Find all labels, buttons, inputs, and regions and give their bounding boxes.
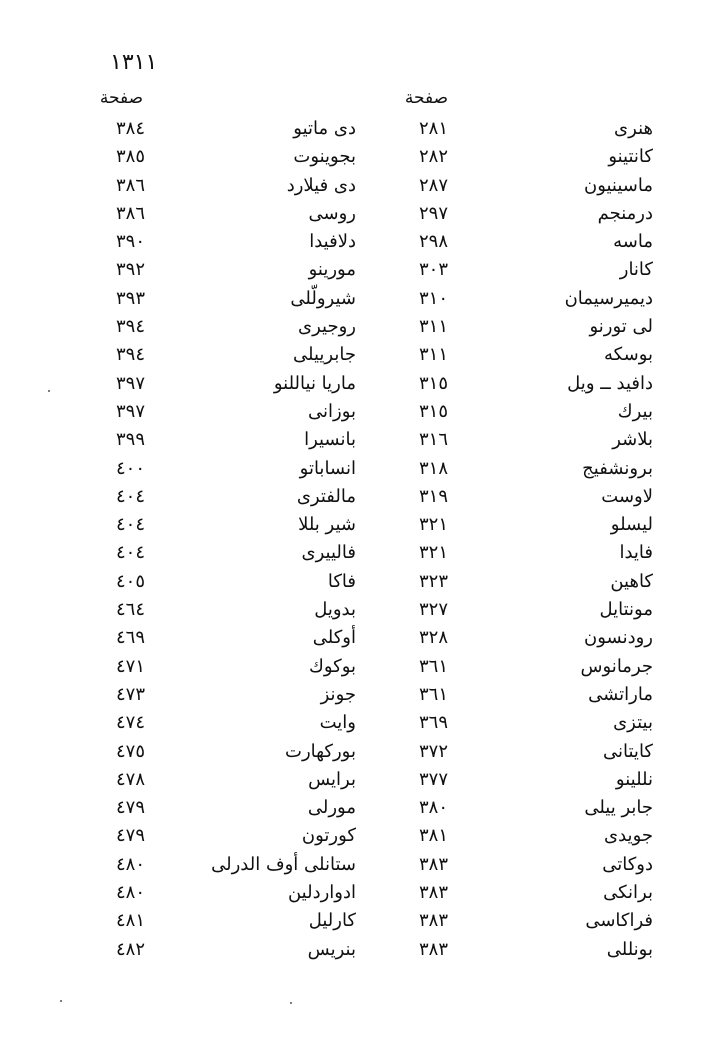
left-entry-page: ٤٧٨ [115,768,145,790]
left-entry-page: ٣٩٠ [115,231,145,253]
right-entry-name: دوکاتی [602,853,653,875]
right-entry-name: نللینو [615,768,653,790]
right-entry-page: ٣٢٨ [418,627,448,649]
index-row [0,316,713,344]
index-row [0,259,713,287]
right-entry-page: ٣٨١ [418,825,448,847]
left-entry-page: ٤٧٩ [115,797,145,819]
right-entry-name: کانار [619,259,653,281]
right-entry-page: ٢٩٧ [418,202,448,224]
left-entry-page: ٣٨٥ [115,146,145,168]
index-row [0,854,713,882]
index-row [0,599,713,627]
left-entry-name: روجیری [298,316,356,338]
left-entry-name: مورینو [308,259,356,281]
left-entry-page: ٤٧٤ [115,712,145,734]
right-entry-page: ٢٨١ [418,118,448,139]
left-entry-name: دی فیلارد [286,174,356,196]
index-row [0,910,713,938]
right-entry-page: ٢٨٢ [418,146,448,168]
left-entry-name: أوکلی [312,627,356,649]
left-entry-page: ٤٨٢ [115,938,145,960]
right-entry-name: دیمیرسیمان [564,287,653,309]
left-entry-page: ٤٨٠ [115,853,145,875]
right-entry-name: کاهین [610,570,653,592]
left-entry-name: بجوینوت [293,146,356,168]
right-entry-page: ٣٦١ [418,683,448,705]
right-entry-name: فراکاسی [585,910,653,932]
right-entry-page: ٣٢٣ [418,570,448,592]
right-entry-name: لیسلو [610,514,653,536]
right-entry-name: بلاشر [612,429,653,451]
right-entry-page: ٣٢١ [418,542,448,564]
index-row [0,939,713,967]
left-entry-name: کورتون [301,825,356,847]
right-entry-name: جویدی [604,825,653,847]
left-entry-page: ٤٠٤ [115,542,145,564]
index-row [0,542,713,570]
right-entry-page: ٣٨٠ [418,797,448,819]
left-entry-page: ٤٧٩ [115,825,145,847]
index-row [0,712,713,740]
left-entry-name: انساباتو [299,457,356,479]
left-entry-page: ٤٨٠ [115,882,145,904]
index-row [0,627,713,655]
index-row [0,118,713,146]
right-entry-name: بوسکه [604,344,653,366]
left-entry-page: ٤٦٩ [115,627,145,649]
left-entry-name: مالفتری [296,485,356,507]
scan-speck [48,390,50,392]
scan-speck [290,1002,292,1004]
left-entry-name: ادواردلین [287,882,356,904]
right-entry-name: بونللی [606,938,653,960]
right-entry-name: برونشفیج [582,457,653,479]
index-row [0,825,713,853]
left-entry-page: ٤٧١ [115,655,145,677]
right-column-page-header: صفحة [404,88,448,108]
left-entry-name: مورلی [307,797,356,819]
right-entry-name: لی تورنو [589,316,653,338]
left-entry-page: ٣٩٢ [115,259,145,281]
index-row [0,486,713,514]
right-entry-page: ٣٨٣ [418,938,448,960]
right-entry-page: ٣١٥ [418,372,448,394]
left-entry-name: جونز [320,683,356,705]
left-entry-name: برایس [308,768,356,790]
right-entry-name: مونتایل [599,599,653,621]
right-entry-page: ٣١٩ [418,485,448,507]
left-entry-name: فاکا [327,570,356,592]
index-row [0,882,713,910]
left-entry-name: فالییری [301,542,356,564]
right-entry-name: کایتانی [603,740,653,762]
left-entry-page: ٣٩٤ [115,344,145,366]
left-column-page-header: صفحة [99,88,143,108]
right-entry-page: ٣٨٣ [418,910,448,932]
left-entry-page: ٤٠٠ [115,457,145,479]
right-entry-name: جرمانوس [580,655,653,677]
index-row [0,429,713,457]
left-entry-name: شیر بللا [298,514,356,536]
right-entry-page: ٢٨٧ [418,174,448,196]
index-row [0,288,713,316]
index-row [0,401,713,429]
index-row [0,344,713,372]
left-entry-name: بورکهارت [285,740,356,762]
left-entry-name: کارلیل [308,910,356,932]
right-entry-name: ماسه [613,231,653,253]
right-entry-page: ٣١١ [418,344,448,366]
right-entry-page: ٣٢٧ [418,599,448,621]
left-entry-page: ٤٧٣ [115,683,145,705]
left-entry-page: ٣٩٧ [115,372,145,394]
left-entry-name: بانسیرا [304,429,356,451]
left-entry-name: بوکوك [308,655,356,677]
left-entry-page: ٤٠٤ [115,485,145,507]
left-entry-name: روسی [308,202,356,224]
left-entry-name: دی ماتیو [293,118,356,139]
left-entry-name: ماریا نیاللنو [273,372,356,394]
index-row [0,175,713,203]
left-entry-name: جابرییلی [293,344,356,366]
right-entry-name: رودنسون [584,627,653,649]
right-entry-name: ماراتشی [588,683,653,705]
right-entry-name: برانکی [603,882,653,904]
right-entry-page: ٣١١ [418,316,448,338]
left-entry-page: ٤٦٤ [115,599,145,621]
left-entry-page: ٤٧٥ [115,740,145,762]
right-entry-page: ٣٢١ [418,514,448,536]
index-row [0,458,713,486]
right-entry-name: درمنجم [597,202,653,224]
index-row [0,203,713,231]
left-entry-name: وایت [319,712,356,734]
left-entry-name: بوزانی [307,400,356,422]
index-row [0,684,713,712]
left-entry-page: ٣٩٧ [115,400,145,422]
left-entry-name: بنریس [307,938,356,960]
left-entry-page: ٣٨٤ [115,118,145,139]
right-entry-name: بیتزی [613,712,653,734]
right-entry-page: ٣١٥ [418,400,448,422]
right-entry-page: ٣١٦ [418,429,448,451]
right-entry-page: ٣٧٢ [418,740,448,762]
scan-speck [60,1000,62,1002]
right-entry-name: کانتینو [608,146,653,168]
left-entry-page: ٣٩٣ [115,287,145,309]
left-entry-page: ٤٠٤ [115,514,145,536]
left-entry-name: بدویل [314,599,356,621]
right-entry-page: ٣١٠ [418,287,448,309]
index-row [0,571,713,599]
page-number: ١٣١١ [110,50,158,75]
right-entry-name: لاوست [601,485,653,507]
index-row [0,231,713,259]
right-entry-page: ٣٨٣ [418,882,448,904]
index-row [0,373,713,401]
right-entry-name: دافید ــ ویل [567,372,653,394]
right-entry-page: ٣١٨ [418,457,448,479]
index-row [0,146,713,174]
right-entry-name: هنری [614,118,653,139]
right-entry-page: ٣٦٩ [418,712,448,734]
index-row [0,797,713,825]
right-entry-page: ٣٨٣ [418,853,448,875]
right-entry-page: ٢٩٨ [418,231,448,253]
right-entry-page: ٣٠٣ [418,259,448,281]
right-entry-name: ماسینیون [583,174,653,196]
left-entry-page: ٤٠٥ [115,570,145,592]
left-entry-page: ٣٨٦ [115,174,145,196]
index-row [0,741,713,769]
index-row [0,769,713,797]
left-entry-page: ٤٨١ [115,910,145,932]
left-entry-name: دلافیدا [309,231,356,253]
right-entry-name: فایدا [619,542,653,564]
right-entry-page: ٣٦١ [418,655,448,677]
right-entry-page: ٣٧٧ [418,768,448,790]
left-entry-page: ٣٩٩ [115,429,145,451]
left-entry-name: ستانلی أوف الدرلی [211,853,356,875]
index-row [0,656,713,684]
left-entry-name: شیرولّلی [290,287,356,309]
index-list [0,118,713,967]
index-row [0,514,713,542]
left-entry-page: ٣٨٦ [115,202,145,224]
right-entry-name: بیرك [617,400,653,422]
left-entry-page: ٣٩٤ [115,316,145,338]
right-entry-name: جابر ییلی [584,797,653,819]
